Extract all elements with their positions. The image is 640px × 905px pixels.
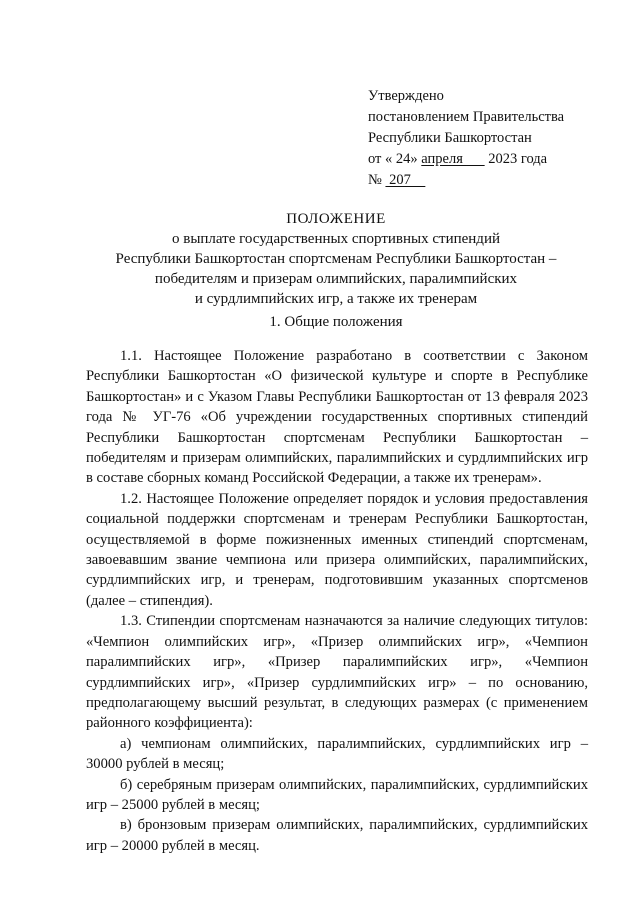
- approval-date-month: апреля: [421, 151, 467, 167]
- paragraph-1-3: 1.3. Стипендии спортсменам назначаются за наличие следующих титулов: «Чемпион олимпийских игр», «Призер олимпийских игр», «Чемпион паралимпийских игр», «Призер паралимпийских игр», «Чемпион сурдлимпийских игр», «Призер сурдлимпийских игр» – по основанию, предполагающему высший результат, в следующих размерах (с применением районного коэффициента):: [86, 613, 588, 732]
- paragraph-1-2: 1.2. Настоящее Положение определяет порядок и условия предоставления социальной поддержки спортсменам и тренерам Республики Башкортостан, осуществляемой в форме пожизненных именных стипендий спортсменам, завоевавшим звание чемпиона или призера олимпийских, паралимпийских, сурдлимпийских игр, и тренерам, подготовившим указанных спортсменов (далее – стипендия).: [86, 490, 588, 609]
- approval-date-suffix: 2023 года: [484, 151, 548, 167]
- paragraph-item-b: б) серебряным призерам олимпийских, паралимпийских, сурдлимпийских игр – 25000 рублей в месяц;: [86, 776, 588, 813]
- approval-date-blank: [467, 151, 485, 167]
- approval-line-republic: Республики Башкортостан: [368, 130, 532, 146]
- approval-line-approved: Утверждено: [368, 88, 444, 104]
- approval-stamp: [368, 86, 564, 191]
- approval-date: [368, 149, 564, 170]
- document-title: [86, 209, 586, 309]
- title-subtitle-line-1: о выплате государственных спортивных стипендий: [171, 231, 500, 247]
- title-heading: ПОЛОЖЕНИЕ: [286, 211, 386, 227]
- title-subtitle-line-4: и сурдлимпийских игр, а также их тренерам: [194, 291, 478, 307]
- approval-line-resolution: постановлением Правительства: [368, 109, 565, 125]
- document-body: [86, 346, 588, 856]
- title-subtitle-line-2: Республики Башкортостан спортсменам Республики Башкортостан –: [115, 251, 557, 267]
- approval-date-prefix: от « 24»: [368, 151, 422, 167]
- paragraph-item-c: в) бронзовым призерам олимпийских, паралимпийских, сурдлимпийских игр – 20000 рублей в месяц.: [86, 817, 588, 854]
- paragraph-item-a: а) чемпионам олимпийских, паралимпийских, сурдлимпийских игр – 30000 рублей в месяц;: [86, 735, 588, 773]
- approval-number-value: 207: [385, 172, 426, 188]
- title-subtitle-line-3: победителям и призерам олимпийских, паралимпийских: [154, 271, 518, 287]
- paragraph-1-1: 1.1. Настоящее Положение разработано в соответствии с Законом Республики Башкортостан «О физической культуре и спорте в Республике Башкортостан» и с Указом Главы Республики Башкортостан от 13 февраля 2023 года № УГ-76 «Об учреждении государственных спортивных стипендий Республики Башкортостан спортсменам Республики Башкортостан – победителям и призерам олимпийских, паралимпийских и сурдлимпийских игр в составе сборных команд Российской Федерации, а также их тренерам».: [86, 348, 588, 487]
- section-heading: 1. Общие положения: [269, 314, 403, 330]
- approval-number-prefix: №: [368, 172, 386, 188]
- approval-number: [368, 170, 564, 191]
